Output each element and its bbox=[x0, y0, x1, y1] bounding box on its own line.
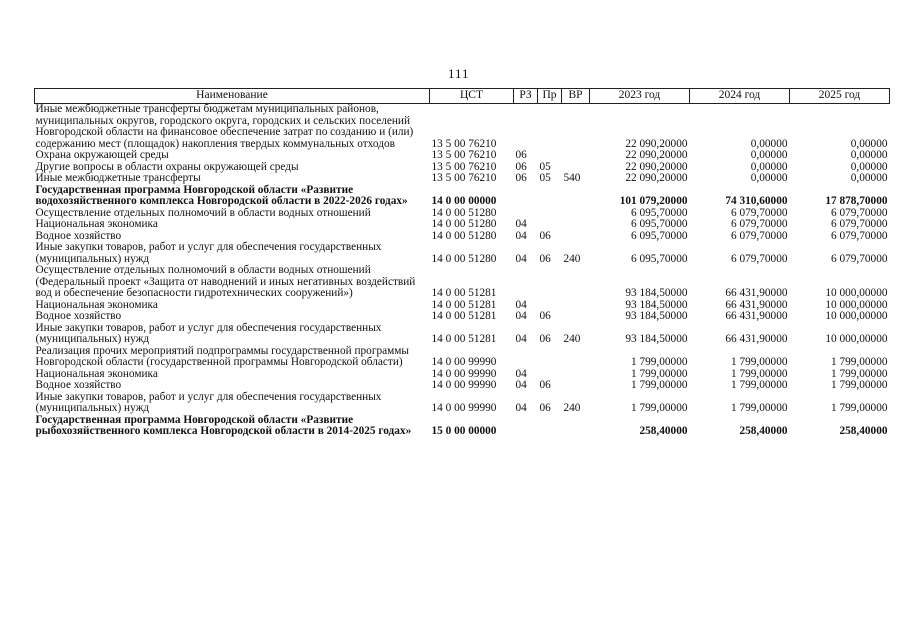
row-amount-2025: 6 079,70000 bbox=[831, 252, 888, 265]
row-rz: 04 bbox=[515, 402, 527, 414]
header-2024: 2024 год bbox=[690, 89, 790, 104]
row-vr bbox=[562, 185, 590, 208]
row-amount-2023: 93 184,50000 bbox=[625, 287, 688, 299]
row-rz: 06 bbox=[515, 160, 527, 173]
row-pr bbox=[538, 104, 562, 151]
row-amount-2023: 101 079,20000 bbox=[619, 195, 688, 207]
row-amount-2024: 1 799,00000 bbox=[731, 367, 788, 380]
row-amount-2024: 66 431,90000 bbox=[725, 310, 788, 322]
row-amount-2024: 0,00000 bbox=[750, 172, 788, 184]
table-row bbox=[35, 104, 890, 151]
row-rz bbox=[514, 104, 538, 151]
row-amount-2025: 6 079,70000 bbox=[831, 218, 888, 230]
row-vr: 540 bbox=[563, 172, 581, 184]
row-amount-2024: 0,00000 bbox=[750, 137, 788, 150]
row-amount-2025: 10 000,00000 bbox=[825, 333, 888, 345]
row-code: 14 0 00 99990 bbox=[431, 379, 497, 391]
row-rz: 04 bbox=[515, 333, 527, 345]
row-vr bbox=[562, 369, 590, 381]
row-name: Иные межбюджетные трансферты бюджетам муниципальных районов, муниципальных округов, городского округа, городских и сельских поселений Новгородской области на финансовое обеспечение затрат по созданию и (или) содержанию мест (площадок) накопления твердых коммунальных отходов bbox=[35, 103, 414, 150]
row-amount-2023: 93 184,50000 bbox=[625, 310, 688, 322]
table-row bbox=[35, 219, 890, 231]
row-vr bbox=[562, 415, 590, 438]
row-code: 14 0 00 51280 bbox=[431, 218, 497, 230]
row-code: 13 5 00 76210 bbox=[431, 137, 497, 150]
row-amount-2024: 1 799,00000 bbox=[731, 402, 788, 414]
row-pr: 06 bbox=[539, 252, 551, 265]
row-amount-2024: 6 079,70000 bbox=[731, 218, 788, 230]
row-amount-2025: 1 799,00000 bbox=[831, 379, 888, 391]
row-amount-2024: 6 079,70000 bbox=[731, 229, 788, 242]
row-amount-2023: 1 799,00000 bbox=[631, 356, 688, 368]
row-name: Реализация прочих мероприятий подпрограммы государственной программы Новгородской области (государственной программы Новгородской области) bbox=[35, 344, 409, 368]
row-amount-2025: 1 799,00000 bbox=[831, 356, 888, 368]
header-name: Наименование bbox=[35, 89, 430, 104]
row-pr: 05 bbox=[539, 160, 551, 173]
row-amount-2023: 1 799,00000 bbox=[631, 367, 688, 380]
row-pr bbox=[538, 415, 562, 438]
row-amount-2024: 74 310,60000 bbox=[725, 195, 788, 207]
row-amount-2024: 1 799,00000 bbox=[731, 356, 788, 368]
row-rz bbox=[514, 415, 538, 438]
row-name: Иные закупки товаров, работ и услуг для обеспечения государственных (муниципальных) нужд bbox=[35, 390, 382, 414]
row-rz bbox=[514, 346, 538, 369]
row-amount-2023: 258,40000 bbox=[639, 425, 688, 437]
row-vr bbox=[562, 208, 590, 220]
row-amount-2023: 22 090,20000 bbox=[625, 149, 688, 161]
row-pr: 05 bbox=[539, 172, 551, 184]
row-rz: 04 bbox=[515, 298, 527, 311]
row-vr bbox=[562, 150, 590, 162]
table-row bbox=[35, 392, 890, 415]
row-name: Государственная программа Новгородской области «Развитие рыбохозяйственного комплекса Новгородской области в 2014-2025 годах» bbox=[35, 413, 412, 437]
row-amount-2024: 66 431,90000 bbox=[725, 287, 788, 299]
row-amount-2023: 93 184,50000 bbox=[625, 298, 688, 311]
row-amount-2024: 0,00000 bbox=[750, 160, 788, 173]
row-code: 14 0 00 51280 bbox=[431, 206, 497, 219]
row-code: 13 5 00 76210 bbox=[431, 149, 497, 161]
row-rz bbox=[514, 265, 538, 300]
row-code: 14 0 00 51280 bbox=[431, 229, 497, 242]
row-amount-2025: 10 000,00000 bbox=[825, 298, 888, 311]
row-amount-2025: 0,00000 bbox=[850, 149, 888, 161]
row-rz: 06 bbox=[515, 149, 527, 161]
row-amount-2023: 22 090,20000 bbox=[625, 160, 688, 173]
row-code: 14 0 00 99990 bbox=[431, 356, 497, 368]
header-pr: Пр bbox=[538, 89, 562, 104]
table-row bbox=[35, 323, 890, 346]
row-vr bbox=[562, 231, 590, 243]
row-name: Национальная экономика bbox=[35, 298, 158, 311]
row-rz: 06 bbox=[515, 172, 527, 184]
row-vr: 240 bbox=[563, 402, 581, 414]
row-amount-2025: 17 878,70000 bbox=[825, 195, 888, 207]
row-rz: 04 bbox=[515, 379, 527, 391]
row-amount-2025: 1 799,00000 bbox=[831, 367, 888, 380]
row-rz bbox=[514, 185, 538, 208]
header-vr: ВР bbox=[562, 89, 590, 104]
row-code: 13 5 00 76210 bbox=[431, 160, 497, 173]
row-name: Охрана окружающей среды bbox=[35, 149, 169, 161]
row-amount-2024: 0,00000 bbox=[750, 149, 788, 161]
header-2023: 2023 год bbox=[590, 89, 690, 104]
row-vr bbox=[562, 311, 590, 323]
row-amount-2023: 1 799,00000 bbox=[631, 379, 688, 391]
row-name: Государственная программа Новгородской области «Развитие водохозяйственного комплекса Новгородской области в 2022-2026 годах» bbox=[35, 183, 408, 207]
row-rz: 04 bbox=[515, 310, 527, 322]
table-row bbox=[35, 265, 890, 300]
row-amount-2023: 6 095,70000 bbox=[631, 206, 688, 219]
row-code: 14 0 00 99990 bbox=[431, 367, 497, 380]
row-pr bbox=[538, 150, 562, 162]
row-amount-2025: 6 079,70000 bbox=[831, 206, 888, 219]
row-amount-2024: 6 079,70000 bbox=[731, 206, 788, 219]
table-row bbox=[35, 380, 890, 392]
row-pr: 06 bbox=[539, 310, 551, 322]
row-amount-2024: 6 079,70000 bbox=[731, 252, 788, 265]
row-amount-2025: 0,00000 bbox=[850, 137, 888, 150]
row-amount-2025: 0,00000 bbox=[850, 172, 888, 184]
row-amount-2023: 22 090,20000 bbox=[625, 137, 688, 150]
row-name: Иные закупки товаров, работ и услуг для обеспечения государственных (муниципальных) нужд bbox=[35, 241, 382, 265]
row-vr: 240 bbox=[563, 252, 581, 265]
row-amount-2024: 66 431,90000 bbox=[725, 333, 788, 345]
row-vr bbox=[562, 104, 590, 151]
row-amount-2023: 6 095,70000 bbox=[631, 252, 688, 265]
header-2025: 2025 год bbox=[790, 89, 890, 104]
row-code: 14 0 00 99990 bbox=[431, 402, 497, 414]
row-name: Водное хозяйство bbox=[35, 229, 122, 242]
row-name: Иные закупки товаров, работ и услуг для обеспечения государственных (муниципальных) нужд bbox=[35, 321, 382, 345]
row-pr: 06 bbox=[539, 402, 551, 414]
row-pr bbox=[538, 208, 562, 220]
row-amount-2025: 258,40000 bbox=[839, 425, 888, 437]
row-name: Осуществление отдельных полномочий в области водных отношений bbox=[35, 206, 371, 219]
row-pr bbox=[538, 265, 562, 300]
row-name: Водное хозяйство bbox=[35, 379, 122, 391]
row-pr: 06 bbox=[539, 333, 551, 345]
row-amount-2025: 0,00000 bbox=[850, 160, 888, 173]
row-amount-2023: 1 799,00000 bbox=[631, 402, 688, 414]
row-pr bbox=[538, 219, 562, 231]
row-rz: 04 bbox=[515, 229, 527, 242]
page-number: 111 bbox=[448, 66, 470, 81]
table-row bbox=[35, 173, 890, 185]
row-vr: 240 bbox=[563, 333, 581, 345]
table-row bbox=[35, 346, 890, 369]
row-amount-2024: 258,40000 bbox=[739, 425, 788, 437]
header-rz: РЗ bbox=[514, 89, 538, 104]
row-name: Осуществление отдельных полномочий в области водных отношений (Федеральный проект «Защита от наводнений и иных негативных воздействий вод и обеспечение безопасности гидротехнических сооружений») bbox=[35, 264, 416, 299]
table-row bbox=[35, 185, 890, 208]
row-amount-2024: 1 799,00000 bbox=[731, 379, 788, 391]
row-amount-2023: 22 090,20000 bbox=[625, 172, 688, 184]
row-vr bbox=[562, 380, 590, 392]
table-header-row bbox=[35, 89, 890, 104]
row-name: Национальная экономика bbox=[35, 218, 158, 230]
row-rz: 04 bbox=[515, 218, 527, 230]
row-pr bbox=[538, 185, 562, 208]
row-code: 14 0 00 00000 bbox=[431, 195, 497, 207]
row-amount-2023: 6 095,70000 bbox=[631, 229, 688, 242]
row-vr bbox=[562, 346, 590, 369]
row-pr bbox=[538, 346, 562, 369]
row-code: 15 0 00 00000 bbox=[431, 425, 497, 437]
header-code: ЦСТ bbox=[430, 89, 514, 104]
row-code: 14 0 00 51280 bbox=[431, 252, 497, 265]
table-row bbox=[35, 311, 890, 323]
row-name: Водное хозяйство bbox=[35, 310, 122, 322]
table-row bbox=[35, 415, 890, 438]
row-name: Национальная экономика bbox=[35, 367, 158, 380]
row-code: 13 5 00 76210 bbox=[431, 172, 497, 184]
row-vr bbox=[562, 300, 590, 312]
table-row bbox=[35, 242, 890, 265]
row-amount-2025: 1 799,00000 bbox=[831, 402, 888, 414]
row-code: 14 0 00 51281 bbox=[431, 310, 497, 322]
row-amount-2024: 66 431,90000 bbox=[725, 298, 788, 311]
budget-table bbox=[34, 88, 890, 438]
row-code: 14 0 00 51281 bbox=[431, 287, 497, 299]
table-row bbox=[35, 150, 890, 162]
row-amount-2025: 10 000,00000 bbox=[825, 287, 888, 299]
row-name: Иные межбюджетные трансферты bbox=[35, 172, 201, 184]
row-amount-2023: 6 095,70000 bbox=[631, 218, 688, 230]
row-amount-2023: 93 184,50000 bbox=[625, 333, 688, 345]
row-vr bbox=[562, 219, 590, 231]
row-pr: 06 bbox=[539, 229, 551, 242]
row-vr bbox=[562, 265, 590, 300]
row-rz: 04 bbox=[515, 252, 527, 265]
row-rz: 04 bbox=[515, 367, 527, 380]
row-amount-2025: 10 000,00000 bbox=[825, 310, 888, 322]
row-amount-2025: 6 079,70000 bbox=[831, 229, 888, 242]
row-code: 14 0 00 51281 bbox=[431, 333, 497, 345]
row-name: Другие вопросы в области охраны окружающей среды bbox=[35, 160, 299, 173]
table-body bbox=[35, 104, 890, 438]
row-pr: 06 bbox=[539, 379, 551, 391]
row-code: 14 0 00 51281 bbox=[431, 298, 497, 311]
